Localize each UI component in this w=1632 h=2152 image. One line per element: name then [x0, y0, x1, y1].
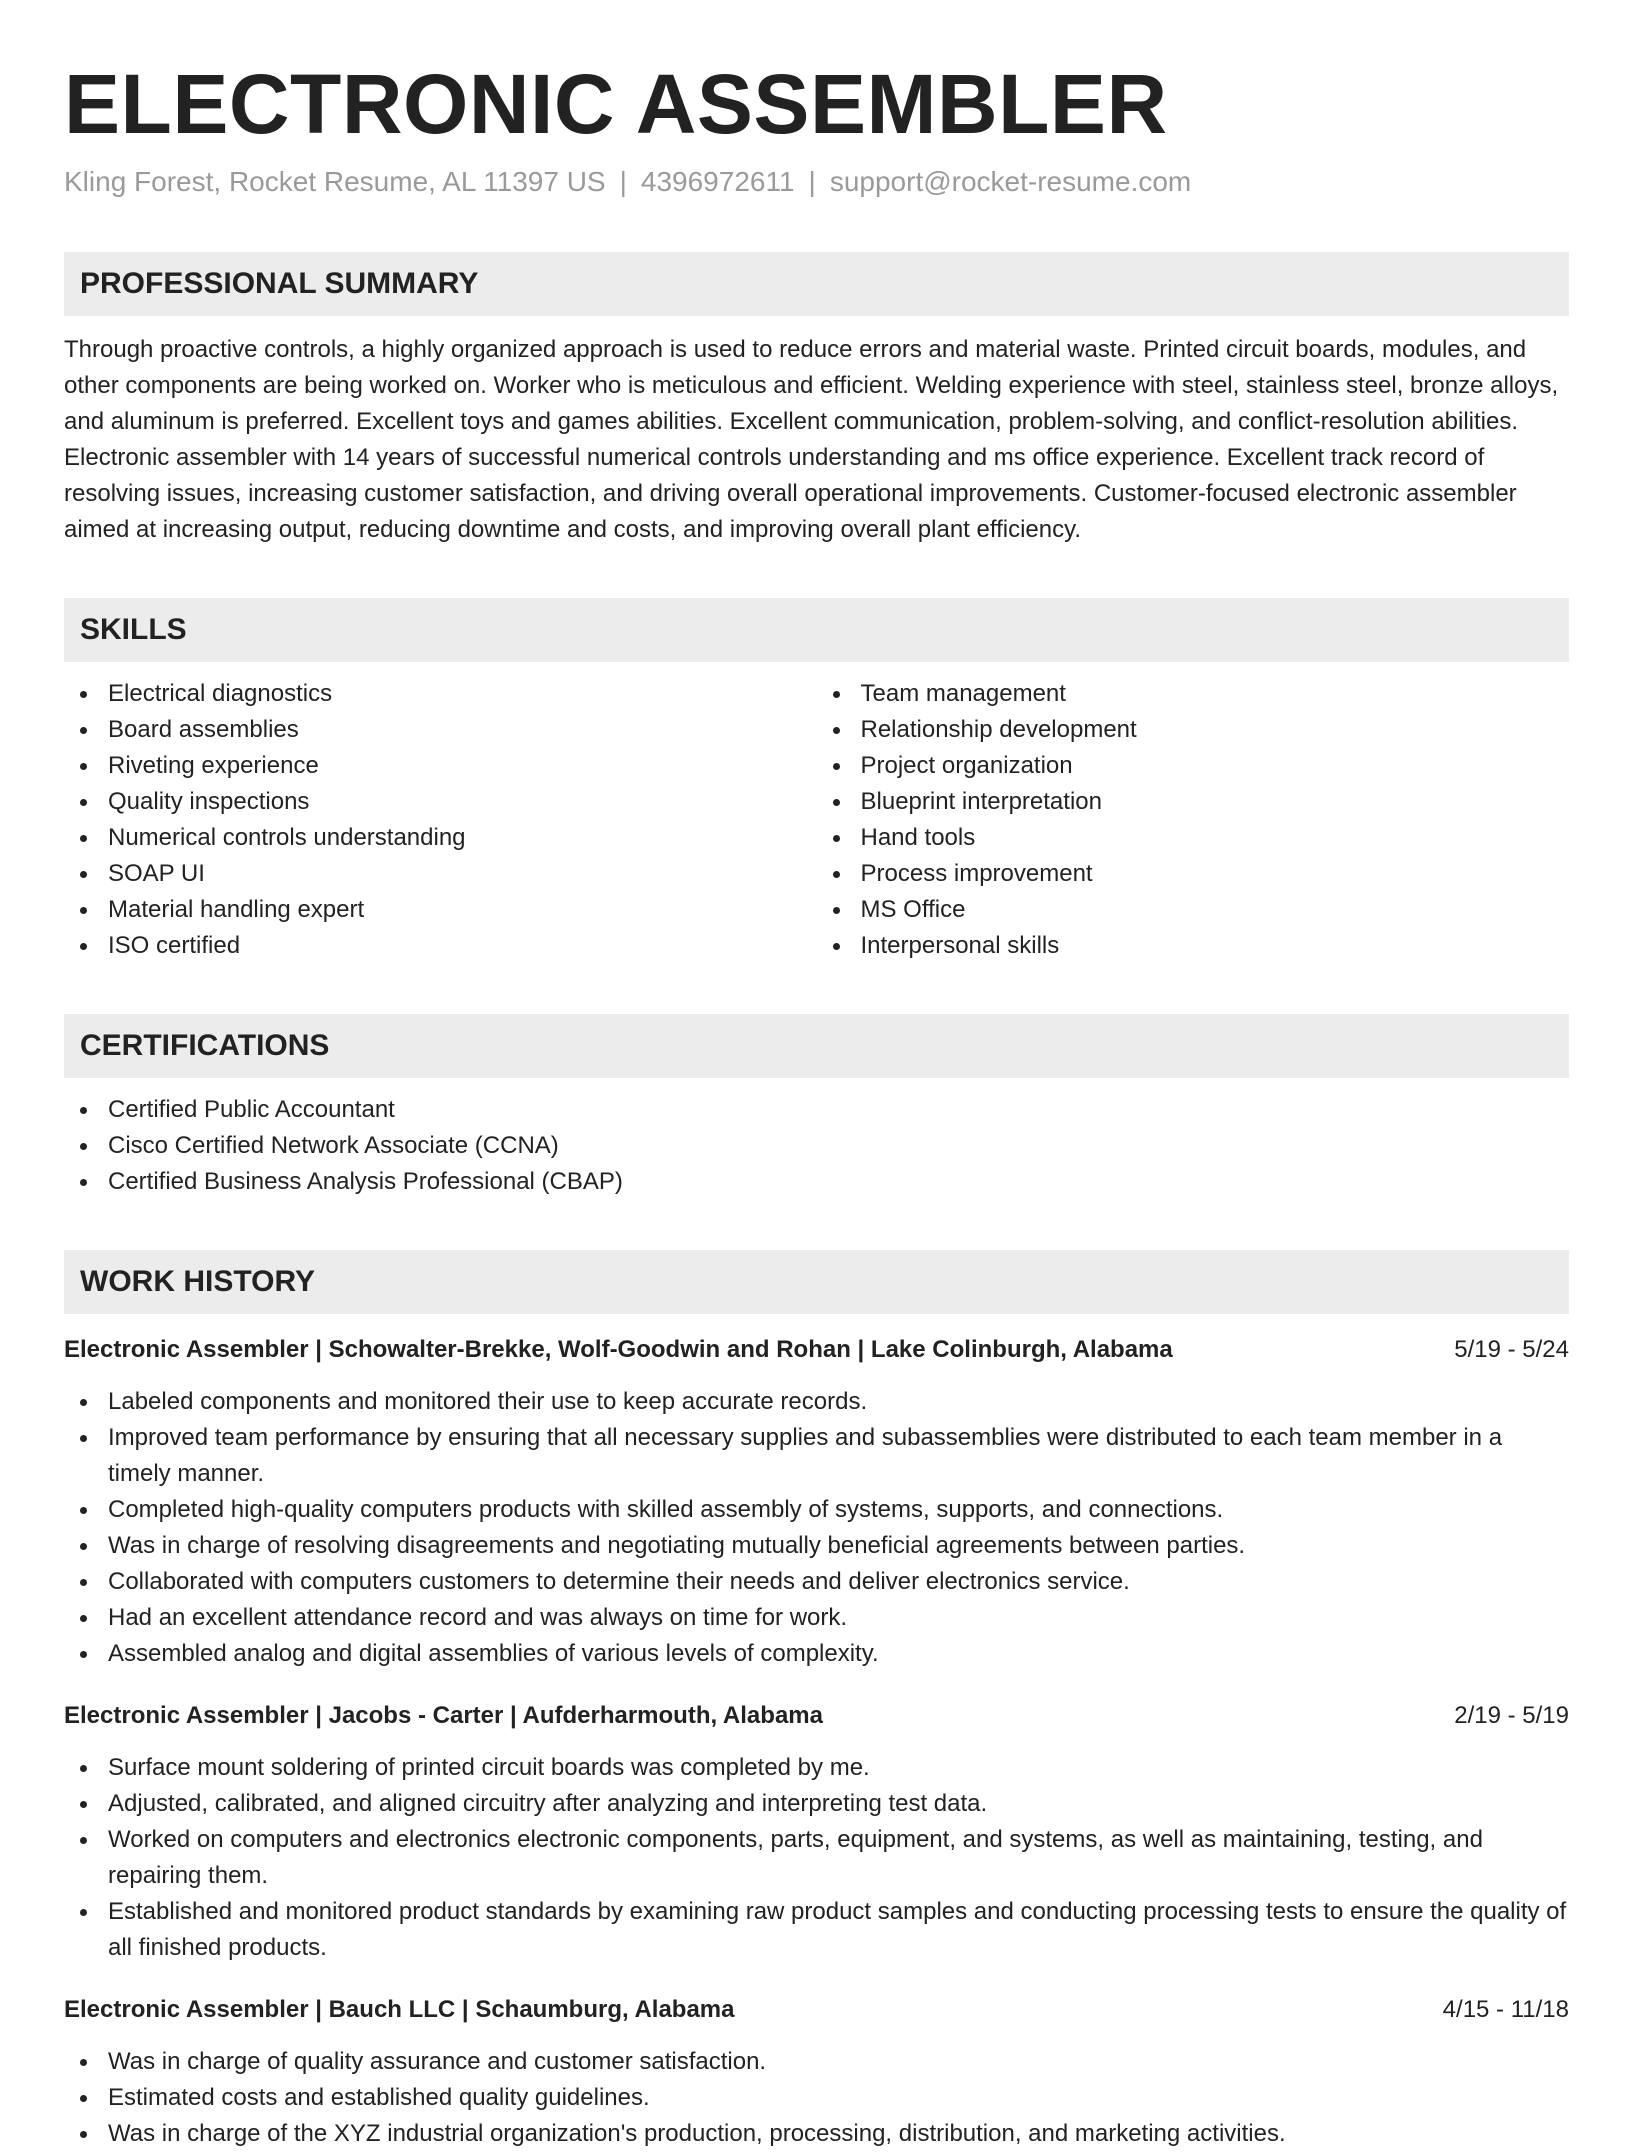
- job-bullet: Adjusted, calibrated, and aligned circuitry after analyzing and interpreting test data.: [108, 1786, 1569, 1822]
- candidate-name: ELECTRONIC ASSEMBLER: [64, 57, 1168, 151]
- job-title: Electronic Assembler | Schowalter-Brekke, Wolf-Goodwin and Rohan | Lake Colinburgh, Alabama: [64, 1336, 1173, 1363]
- job-dates: 4/15 - 11/18: [1442, 1996, 1569, 2023]
- job-title: Electronic Assembler | Jacobs - Carter | Aufderharmouth, Alabama: [64, 1702, 823, 1729]
- skills-heading: SKILLS: [64, 598, 1569, 662]
- job-bullet: Collaborated with computers customers to determine their needs and deliver electronics service.: [108, 1564, 1569, 1600]
- contact-separator: |: [619, 166, 627, 197]
- job-bullet: Worked on computers and electronics electronic components, parts, equipment, and systems, as well as maintaining, testing, and repairing them.: [108, 1822, 1569, 1894]
- job-bullet: Estimated costs and established quality guidelines.: [108, 2080, 1569, 2116]
- skills-list-left: [64, 676, 817, 964]
- skill-item: SOAP UI: [108, 856, 817, 892]
- job-header: [64, 1698, 1569, 1734]
- certification-item: Cisco Certified Network Associate (CCNA): [108, 1128, 1569, 1164]
- job-bullet: Was in charge of quality assurance and customer satisfaction.: [108, 2044, 1569, 2080]
- job-header: [64, 1992, 1569, 2028]
- certification-item: Certified Public Accountant: [108, 1092, 1569, 1128]
- job-bullet: Established and monitored product standards by examining raw product samples and conducting processing tests to ensure the quality of all finished products.: [108, 1894, 1569, 1966]
- skill-item: Material handling expert: [108, 892, 817, 928]
- job-bullet: Improved team performance by ensuring that all necessary supplies and subassemblies were distributed to each team member in a timely manner.: [108, 1420, 1569, 1492]
- job-bullets: [64, 1384, 1569, 1672]
- skill-item: Blueprint interpretation: [861, 784, 1570, 820]
- job-entry: [64, 1698, 1569, 1966]
- skill-item: Interpersonal skills: [861, 928, 1570, 964]
- summary-text: Through proactive controls, a highly organized approach is used to reduce errors and material waste. Printed circuit boards, modules, and other components are being worked on. Worker who is meticulous and efficient. Welding experience with steel, stainless steel, bronze alloys, and aluminum is preferred. Excellent toys and games abilities. Excellent communication, problem-solving, and conflict-resolution abilities. Electronic assembler with 14 years of successful numerical controls understanding and ms office experience. Excellent track record of resolving issues, increasing customer satisfaction, and driving overall operational improvements. Customer-focused electronic assembler aimed at increasing output, reducing downtime and costs, and improving overall plant efficiency.: [64, 336, 1559, 543]
- resume-page: [64, 54, 1569, 2152]
- job-bullet: Surface mount soldering of printed circuit boards was completed by me.: [108, 1750, 1569, 1786]
- skills-list-right: [817, 676, 1570, 964]
- job-entry: [64, 1992, 1569, 2152]
- summary-heading: PROFESSIONAL SUMMARY: [64, 252, 1569, 316]
- certifications-list: [64, 1092, 1569, 1200]
- skill-item: Quality inspections: [108, 784, 817, 820]
- work-history-heading: WORK HISTORY: [64, 1250, 1569, 1314]
- skill-item: Board assemblies: [108, 712, 817, 748]
- skill-item: Relationship development: [861, 712, 1570, 748]
- contact-phone: 4396972611: [640, 166, 795, 197]
- job-bullet: Was in charge of resolving disagreements and negotiating mutually beneficial agreements between parties.: [108, 1528, 1569, 1564]
- skill-item: MS Office: [861, 892, 1570, 928]
- skills-columns: [64, 676, 1569, 964]
- skill-item: Numerical controls understanding: [108, 820, 817, 856]
- job-title: Electronic Assembler | Bauch LLC | Schaumburg, Alabama: [64, 1996, 735, 2023]
- contact-separator: |: [808, 166, 816, 197]
- skill-item: ISO certified: [108, 928, 817, 964]
- contact-email: support@rocket-resume.com: [829, 166, 1192, 197]
- job-dates: 2/19 - 5/19: [1454, 1702, 1569, 1729]
- skill-item: Electrical diagnostics: [108, 676, 817, 712]
- skill-item: Project organization: [861, 748, 1570, 784]
- job-entry: [64, 1332, 1569, 1672]
- contact-address: Kling Forest, Rocket Resume, AL 11397 US: [64, 166, 606, 197]
- job-bullet: Was in charge of the XYZ industrial organization's production, processing, distribution, and marketing activities.: [108, 2116, 1569, 2152]
- contact-line: [64, 164, 1569, 200]
- skill-item: Team management: [861, 676, 1570, 712]
- job-bullet: Completed high-quality computers products with skilled assembly of systems, supports, and connections.: [108, 1492, 1569, 1528]
- job-header: [64, 1332, 1569, 1368]
- job-dates: 5/19 - 5/24: [1454, 1336, 1569, 1363]
- certification-item: Certified Business Analysis Professional (CBAP): [108, 1164, 1569, 1200]
- skill-item: Process improvement: [861, 856, 1570, 892]
- job-bullet: Assembled analog and digital assemblies of various levels of complexity.: [108, 1636, 1569, 1672]
- certifications-heading: CERTIFICATIONS: [64, 1014, 1569, 1078]
- job-bullet: Had an excellent attendance record and was always on time for work.: [108, 1600, 1569, 1636]
- job-bullets: [64, 2044, 1569, 2152]
- job-bullets: [64, 1750, 1569, 1966]
- skill-item: Riveting experience: [108, 748, 817, 784]
- skill-item: Hand tools: [861, 820, 1570, 856]
- job-bullet: Labeled components and monitored their use to keep accurate records.: [108, 1384, 1569, 1420]
